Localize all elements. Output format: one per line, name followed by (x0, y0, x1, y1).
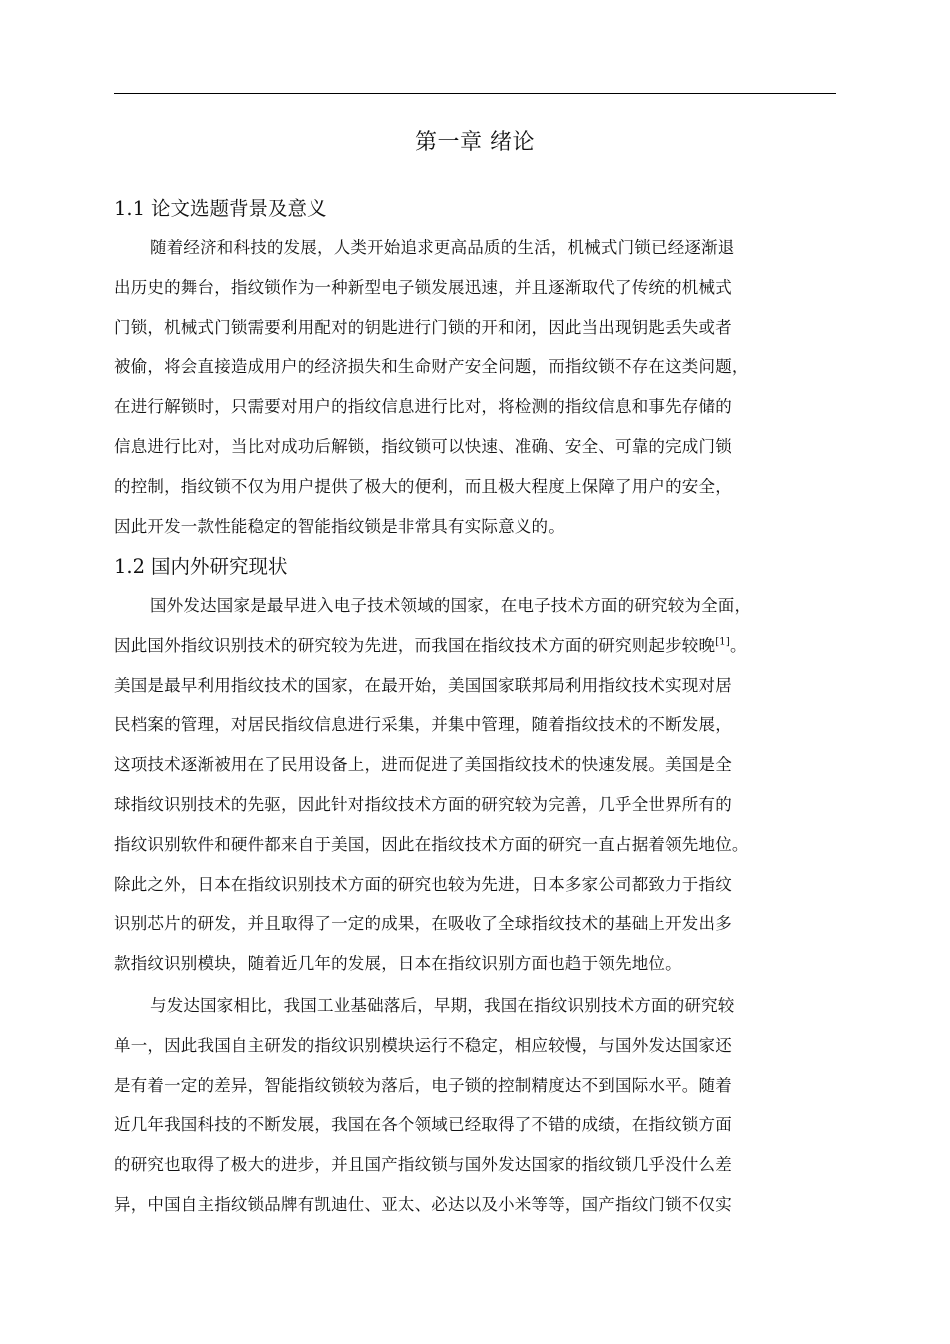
text-line: 出历史的舞台，指纹锁作为一种新型电子锁发展迅速，并且逐渐取代了传统的机械式 (114, 277, 732, 297)
text-line: 在进行解锁时，只需要对用户的指纹信息进行比对，将检测的指纹信息和事先存储的 (114, 397, 732, 417)
text-line-with-citation (114, 626, 836, 666)
text-line: 门锁，机械式门锁需要利用配对的钥匙进行门锁的开和闭，因此当出现钥匙丢失或者 (114, 317, 732, 337)
section-heading-1-2 (114, 553, 836, 581)
text-line: 美国是最早利用指纹技术的国家，在最开始，美国国家联邦局利用指纹技术实现对居 (114, 675, 732, 695)
section-number: 1.2 (114, 555, 146, 578)
section-title: 论文选题背景及意义 (151, 197, 327, 220)
text-line: 随着经济和科技的发展，人类开始追求更高品质的生活，机械式门锁已经逐渐退 (150, 238, 735, 257)
citation-marker[interactable]: [1] (715, 636, 730, 648)
text-line: 球指纹识别技术的先驱，因此针对指纹技术方面的研究较为完善，几乎全世界所有的 (114, 794, 732, 814)
text-line: 是有着一定的差异，智能指纹锁较为落后，电子锁的控制精度达不到国际水平。随着 (114, 1075, 732, 1095)
header-rule (114, 93, 836, 94)
text-line: 因此国外指纹识别技术的研究较为先进，而我国在指纹技术方面的研究则起步较晚 (114, 635, 716, 655)
section-title: 国内外研究现状 (151, 555, 288, 578)
text-line: 被偷，将会直接造成用户的经济损失和生命财产安全问题，而指纹锁不存在这类问题， (114, 357, 749, 377)
paragraph-foreign-research (114, 586, 836, 984)
text-line: 近几年我国科技的不断发展，我国在各个领域已经取得了不错的成绩，在指纹锁方面 (114, 1115, 732, 1135)
citation-suffix: 。 (729, 635, 747, 655)
paragraph-background (114, 228, 836, 546)
text-line: 识别芯片的研发，并且取得了一定的成果，在吸收了全球指纹技术的基础上开发出多 (114, 914, 732, 934)
text-line: 信息进行比对，当比对成功后解锁，指纹锁可以快速、准确、安全、可靠的完成门锁 (114, 436, 732, 456)
paragraph-domestic-research (114, 986, 836, 1225)
text-line: 款指纹识别模块，随着近几年的发展，日本在指纹识别方面也趋于领先地位。 (114, 954, 682, 974)
text-line: 单一，因此我国自主研发的指纹识别模块运行不稳定，相应较慢，与国外发达国家还 (114, 1035, 732, 1055)
text-line: 因此开发一款性能稳定的智能指纹锁是非常具有实际意义的。 (114, 516, 565, 536)
text-line: 除此之外，日本在指纹识别技术方面的研究也较为先进，日本多家公司都致力于指纹 (114, 874, 732, 894)
section-heading-1-1 (114, 195, 836, 223)
text-line: 的控制，指纹锁不仅为用户提供了极大的便利，而且极大程度上保障了用户的安全， (114, 476, 732, 496)
text-line: 的研究也取得了极大的进步，并且国产指纹锁与国外发达国家的指纹锁几乎没什么差 (114, 1155, 732, 1175)
section-number: 1.1 (114, 197, 146, 220)
text-line: 指纹识别软件和硬件都来自于美国，因此在指纹技术方面的研究一直占据着领先地位。 (114, 834, 749, 854)
text-line: 民档案的管理，对居民指纹信息进行采集，并集中管理，随着指纹技术的不断发展， (114, 715, 732, 735)
chapter-title: 第一章 绪论 (415, 130, 535, 155)
text-line: 与发达国家相比，我国工业基础落后，早期，我国在指纹识别技术方面的研究较 (150, 996, 735, 1015)
text-line: 这项技术逐渐被用在了民用设备上，进而促进了美国指纹技术的快速发展。美国是全 (114, 755, 732, 775)
text-line: 国外发达国家是最早进入电子技术领域的国家，在电子技术方面的研究较为全面， (150, 596, 752, 615)
text-line: 异，中国自主指纹锁品牌有凯迪仕、亚太、必达以及小米等等，国产指纹门锁不仅实 (114, 1194, 732, 1214)
